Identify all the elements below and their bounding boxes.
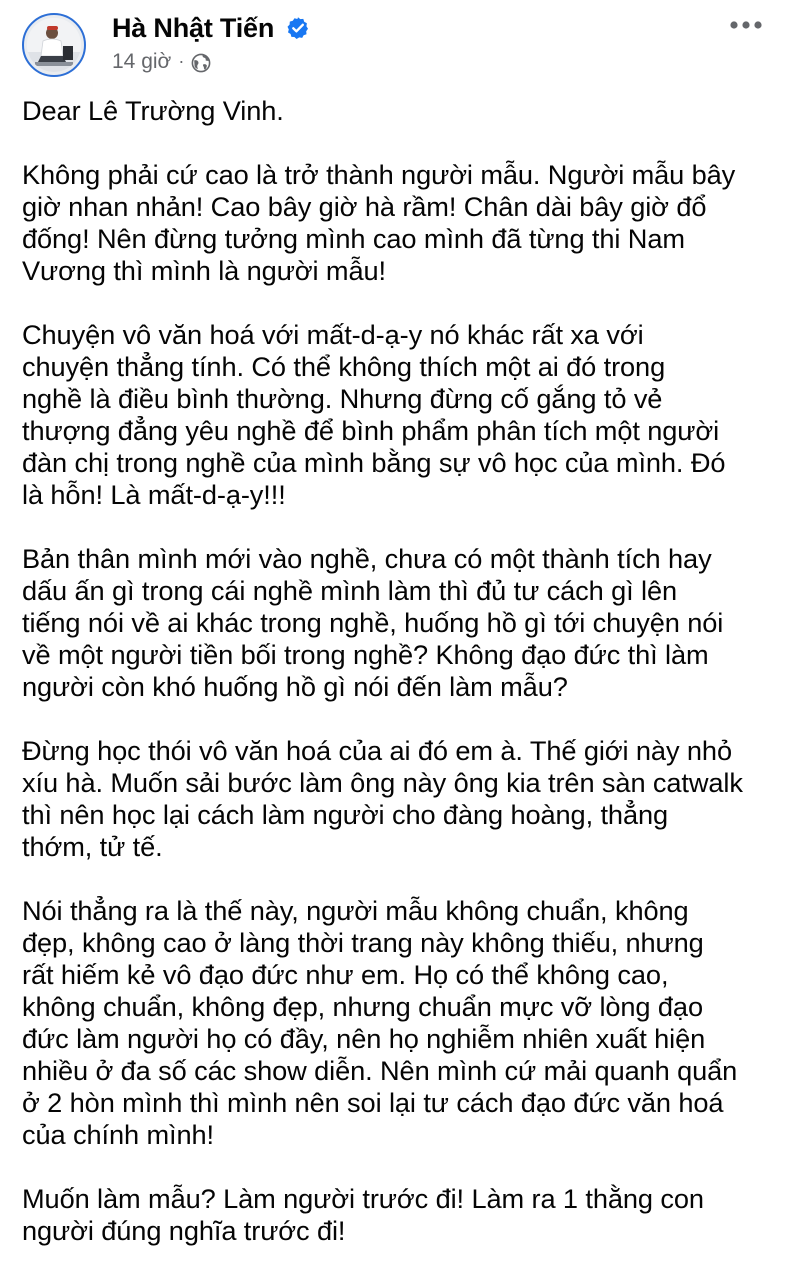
more-options-icon[interactable] [728, 14, 764, 36]
avatar[interactable] [22, 13, 86, 77]
post-line: Chuyện vô văn hoá với mất-d-ạ-y nó khác rất xa với [22, 319, 644, 350]
globe-icon[interactable] [191, 53, 211, 73]
post-line: đẹp, không cao ở làng thời trang này không thiếu, nhưng [22, 927, 704, 958]
post-line: chuyện thẳng tính. Có thể không thích một ai đó trong [22, 351, 666, 382]
post-line: Nói thẳng ra là thế này, người mẫu không chuẩn, không [22, 895, 689, 926]
post-line: dấu ấn gì trong cái nghề mình làm thì đủ tư cách gì lên [22, 575, 678, 606]
post-line: Dear Lê Trường Vinh. [22, 95, 284, 126]
post-line: Bản thân mình mới vào nghề, chưa có một thành tích hay [22, 543, 712, 574]
post-line: người còn khó huống hồ gì nói đến làm mẫu? [22, 671, 568, 702]
post-line: giờ nhan nhản! Cao bây giờ hà rầm! Chân dài bây giờ đổ [22, 191, 707, 222]
post-line: không chuẩn, không đẹp, nhưng chuẩn mực vỡ lòng đạo [22, 991, 703, 1022]
post-paragraph [22, 319, 774, 511]
post-paragraph [22, 159, 774, 287]
post-line: người đúng nghĩa trước đi! [22, 1215, 346, 1246]
post-paragraph [22, 895, 774, 1151]
post-timestamp[interactable]: 14 giờ [112, 50, 172, 73]
post-header [0, 0, 786, 88]
post-line: đống! Nên đừng tưởng mình cao mình đã từng thi Nam [22, 223, 685, 254]
post-line: thì nên học lại cách làm người cho đàng hoàng, thẳng [22, 799, 669, 830]
post-line: nhiều ở đa số các show diễn. Nên mình cứ mải quanh quẩn [22, 1055, 738, 1086]
post-paragraph [22, 1183, 774, 1247]
post-line: thượng đẳng yêu nghề để bình phẩm phân tích một người [22, 415, 720, 446]
avatar-photo [27, 18, 81, 72]
post-paragraph [22, 735, 774, 863]
post-line: đức làm người họ có đầy, nên họ nghiễm nhiên xuất hiện [22, 1023, 706, 1054]
post-line: đàn chị trong nghề của mình bằng sự vô học của mình. Đó [22, 447, 726, 478]
meta-separator: · [178, 50, 185, 71]
author-name[interactable]: Hà Nhật Tiến [112, 13, 275, 43]
post-paragraph [22, 543, 774, 703]
post-line: Không phải cứ cao là trở thành người mẫu. Người mẫu bây [22, 159, 736, 190]
post-line: tiếng nói về ai khác trong nghề, huống hồ gì tới chuyện nói [22, 607, 724, 638]
post-line: về một người tiền bối trong nghề? Không đạo đức thì làm [22, 639, 709, 670]
post-paragraph [22, 95, 774, 127]
post-line: Vương thì mình là người mẫu! [22, 255, 386, 286]
post-line: thớm, tử tế. [22, 831, 163, 862]
post-line: xíu hà. Muốn sải bước làm ông này ông kia trên sàn catwalk [22, 767, 743, 798]
post-line: Đừng học thói vô văn hoá của ai đó em à. Thế giới này nhỏ [22, 735, 732, 766]
post-line: nghề là điều bình thường. Nhưng đừng cố gắng tỏ vẻ [22, 383, 663, 414]
post-line: là hỗn! Là mất-d-ạ-y!!! [22, 479, 286, 510]
post-meta [112, 49, 211, 75]
post-line: rất hiếm kẻ vô đạo đức như em. Họ có thể không cao, [22, 959, 669, 990]
post-line: ở 2 hòn mình thì mình nên soi lại tư cách đạo đức văn hoá [22, 1087, 724, 1118]
post-line: của chính mình! [22, 1119, 214, 1150]
post-line: Muốn làm mẫu? Làm người trước đi! Làm ra 1 thằng con [22, 1183, 704, 1214]
post-text [22, 95, 774, 1279]
verified-badge-icon [286, 16, 310, 40]
